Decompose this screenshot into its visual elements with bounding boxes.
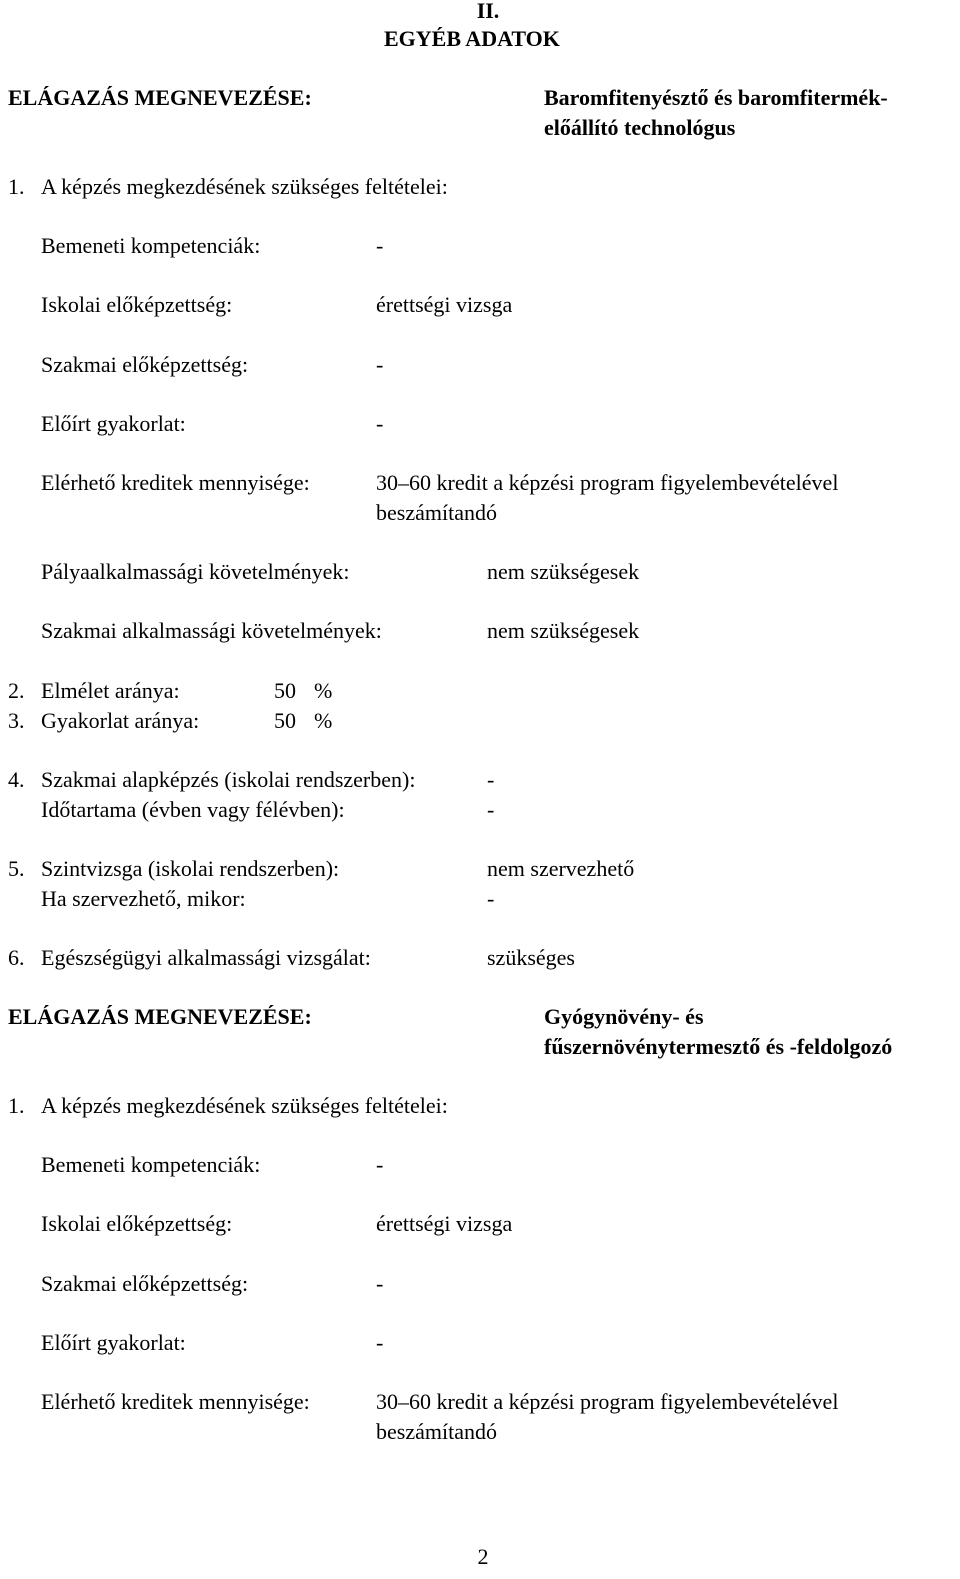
b1-mikor-value: - [487,886,495,911]
b1-szakmai-value: - [376,352,384,377]
branch2-name-label: ELÁGAZÁS MEGNEVEZÉSE: [8,1004,312,1029]
b1-szintvizsga-value: nem szervezhető [487,856,635,881]
b1-egeszsegugyi-label: Egészségügyi alkalmassági vizsgálat: [41,945,371,970]
b1-section3-number: 3. [8,708,25,733]
b2-kredit-line1: 30–60 kredit a képzési program figyelembevételével [376,1389,839,1414]
branch2-name-line1: Gyógynövény- és [544,1004,704,1029]
branch2-name-line2: fűszernövénytermesztő és -feldolgozó [544,1034,893,1059]
b1-palya-label: Pályaalkalmassági követelmények: [41,559,350,584]
b2-section1-title: A képzés megkezdésének szükséges feltételei: [41,1093,448,1118]
b1-section4-number: 4. [8,767,25,792]
b1-elmelet-label: Elmélet aránya: [41,678,180,703]
b1-elmelet-value: 50 [274,678,296,703]
b1-elmelet-unit: % [314,678,333,703]
roman-numeral: II. [476,0,500,23]
b1-gyakorlat-label: Gyakorlat aránya: [41,708,200,733]
b1-mikor-label: Ha szervezhető, mikor: [41,886,246,911]
b1-gyakorlat-value: 50 [274,708,296,733]
branch1-name-line2: előállító technológus [544,115,736,140]
b1-szintvizsga-label: Szintvizsga (iskolai rendszerben): [41,856,340,881]
b1-idotartam-value: - [487,797,495,822]
b2-bemeneti-value: - [376,1152,384,1177]
b2-kredit-line2: beszámítandó [376,1419,497,1444]
b2-szakmai-value: - [376,1271,384,1296]
b1-egeszsegugyi-value: szükséges [487,945,575,970]
page-number: 2 [477,1544,489,1569]
b1-alapkepzes-label: Szakmai alapképzés (iskolai rendszerben): [41,767,416,792]
b1-kredit-line1: 30–60 kredit a képzési program figyelembevételével [376,470,839,495]
b1-szakalk-label: Szakmai alkalmassági követelmények: [41,618,382,643]
b1-palya-value: nem szükségesek [487,559,640,584]
b1-iskolai-label: Iskolai előképzettség: [41,292,233,317]
b2-iskolai-value: érettségi vizsga [376,1211,513,1236]
branch1-name-label: ELÁGAZÁS MEGNEVEZÉSE: [8,85,312,110]
b1-szakmai-label: Szakmai előképzettség: [41,352,249,377]
b1-eloirt-value: - [376,411,384,436]
b2-szakmai-label: Szakmai előképzettség: [41,1271,249,1296]
b2-bemeneti-label: Bemeneti kompetenciák: [41,1152,261,1177]
b1-gyakorlat-unit: % [314,708,333,733]
b1-section6-number: 6. [8,945,25,970]
b1-eloirt-label: Előírt gyakorlat: [41,411,186,436]
b1-section1-title: A képzés megkezdésének szükséges feltételei: [41,174,448,199]
b2-kredit-label: Elérhető kreditek mennyisége: [41,1389,310,1414]
b1-kredit-label: Elérhető kreditek mennyisége: [41,470,310,495]
branch1-name-line1: Baromfitenyésztő és baromfitermék- [544,85,888,110]
b2-section1-number: 1. [8,1093,25,1118]
b1-alapkepzes-value: - [487,767,495,792]
b1-kredit-line2: beszámítandó [376,500,497,525]
b2-eloirt-value: - [376,1330,384,1355]
b2-eloirt-label: Előírt gyakorlat: [41,1330,186,1355]
b1-bemeneti-value: - [376,233,384,258]
b2-iskolai-label: Iskolai előképzettség: [41,1211,233,1236]
b1-idotartam-label: Időtartama (évben vagy félévben): [41,797,345,822]
b1-section2-number: 2. [8,678,25,703]
b1-section1-number: 1. [8,174,25,199]
b1-bemeneti-label: Bemeneti kompetenciák: [41,233,261,258]
page-title: EGYÉB ADATOK [384,26,560,51]
b1-iskolai-value: érettségi vizsga [376,292,513,317]
b1-szakalk-value: nem szükségesek [487,618,640,643]
b1-section5-number: 5. [8,856,25,881]
